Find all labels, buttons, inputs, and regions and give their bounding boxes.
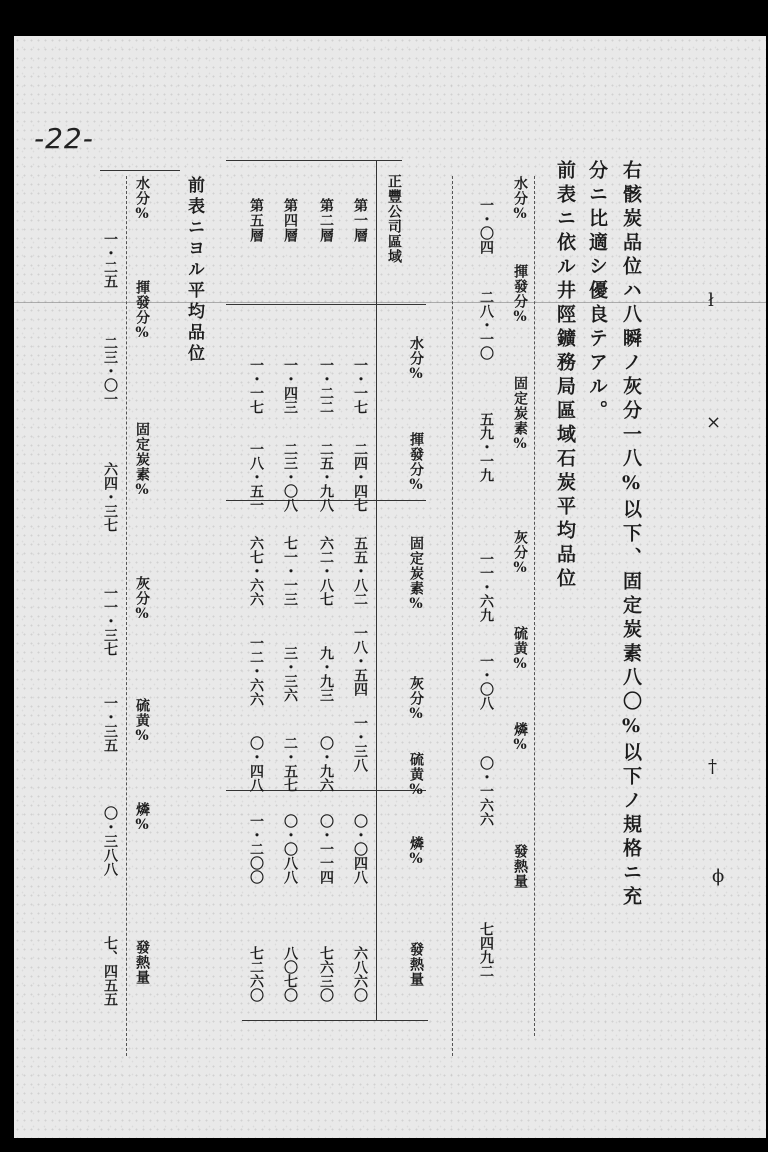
table2-cell: 一・二二 <box>318 358 334 414</box>
table1-cell: 二八・一〇 <box>478 290 494 360</box>
table2-cell: 〇・一一四 <box>318 814 334 884</box>
table2-row-label: 第二層 <box>318 198 334 243</box>
table3-divider <box>126 176 127 1056</box>
table1-border <box>534 176 535 1036</box>
table2-header: 發熱量 <box>408 942 424 987</box>
table3-cell: 二三・〇一 <box>102 336 118 406</box>
table2-cell: 七一・一三 <box>282 536 298 606</box>
table2-row-label: 第五層 <box>248 198 264 243</box>
table2-cell: 一・四三 <box>282 358 298 414</box>
table2-cell: 一・一七 <box>352 358 368 414</box>
table3-header: 燐% <box>134 802 150 834</box>
table1-header: 發熱量 <box>512 844 528 889</box>
table1-cell: 〇・一六六 <box>478 756 494 826</box>
table2-cell: 六八六〇 <box>352 946 368 1002</box>
table2-cell: 一八・五四 <box>352 626 368 696</box>
table1-header: 水分% <box>512 176 528 223</box>
table1-cell: 七四九二 <box>478 922 494 978</box>
table2-col-divider <box>376 160 377 1020</box>
table2-cell: 一・三八 <box>352 716 368 772</box>
table2-header: 硫黄% <box>408 752 424 799</box>
table2-cell: 〇・四八 <box>248 736 264 792</box>
table2-cell: 三・三六 <box>282 646 298 702</box>
paragraph-line-1: 右骸炭品位ハ八瞬ノ灰分一八%以下、固定炭素八〇%以下ノ規格ニ充 <box>620 160 642 910</box>
table2-cell: 六二・八七 <box>318 536 334 606</box>
table3-header: 揮發分% <box>134 280 150 342</box>
page-number: -22- <box>34 122 94 155</box>
table2-cell: 〇・〇四八 <box>352 814 368 884</box>
table2-cell: 八〇七〇 <box>282 946 298 1002</box>
table1-cell: 五九・一九 <box>478 412 494 482</box>
table1-header: 揮發分% <box>512 264 528 326</box>
table2-cell: 二・五七 <box>282 736 298 792</box>
table3-header: 硫黄% <box>134 698 150 745</box>
table2-cell: 一八・五一 <box>248 442 264 512</box>
table1-header: 灰分% <box>512 530 528 577</box>
margin-mark: ϕ <box>712 866 725 887</box>
table3-cell: 一・二五 <box>102 232 118 288</box>
table2-cell: 〇・〇八八 <box>282 814 298 884</box>
table3-header: 發熱量 <box>134 940 150 985</box>
table2-cell: 七二六〇 <box>248 946 264 1002</box>
table2-cell: 二五・九八 <box>318 442 334 512</box>
table2-cell: 一二・六六 <box>248 636 264 706</box>
table1-header: 固定炭素% <box>512 376 528 453</box>
table2-header: 固定炭素% <box>408 536 424 613</box>
margin-mark: † <box>708 756 717 777</box>
table2-cell: 五五・八二 <box>352 536 368 606</box>
table2-header: 灰分% <box>408 676 424 723</box>
table2-cell: 一・一七 <box>248 358 264 414</box>
table1-header: 燐% <box>512 722 528 754</box>
paragraph-line-3: 前表ニ依ル井陘鑛務局區域石炭平均品位 <box>554 160 576 592</box>
margin-mark: × <box>706 412 722 433</box>
table2-header: 燐% <box>408 836 424 868</box>
table2-bottom-rule <box>242 1020 428 1021</box>
table1-cell: 一一・六九 <box>478 552 494 622</box>
paragraph-line-2: 分ニ比適シ優良テアル。 <box>586 160 608 424</box>
table3-header: 固定炭素% <box>134 422 150 499</box>
table2-title: 正豐公司區域 <box>386 174 402 264</box>
table2-row-label: 第四層 <box>282 198 298 243</box>
table2-header: 水分% <box>408 336 424 383</box>
table2-header: 揮發分% <box>408 432 424 494</box>
table3-header: 灰分% <box>134 576 150 623</box>
table2-cell: 一・二〇〇 <box>248 814 264 884</box>
table2-cell: 〇・九六 <box>318 736 334 792</box>
table2-cell: 六七・六六 <box>248 536 264 606</box>
table3-cell: 一一・三七 <box>102 586 118 656</box>
table1-cell: 一・〇八 <box>478 654 494 710</box>
table2-row-label: 第一層 <box>352 198 368 243</box>
table2-cell: 九・九三 <box>318 646 334 702</box>
summary-title: 前表ニヨル平均品位 <box>184 176 204 365</box>
table2-cell: 二三・〇八 <box>282 442 298 512</box>
margin-mark: ł <box>708 290 714 311</box>
document-page <box>14 36 766 1138</box>
table3-header: 水分% <box>134 176 150 223</box>
table3-top-rule <box>100 170 180 171</box>
table3-cell: 一・三五 <box>102 696 118 752</box>
table2-cell: 二四・四七 <box>352 442 368 512</box>
table1-border <box>452 176 453 1056</box>
table1-cell: 一・〇四 <box>478 198 494 254</box>
table2-cell: 七六三〇 <box>318 946 334 1002</box>
table3-cell: 六四・三七 <box>102 462 118 532</box>
table3-cell: 〇・三八八 <box>102 806 118 876</box>
table3-cell: 七、四五五 <box>102 936 118 1006</box>
table1-header: 硫黄% <box>512 626 528 673</box>
table2-rule <box>226 304 426 305</box>
